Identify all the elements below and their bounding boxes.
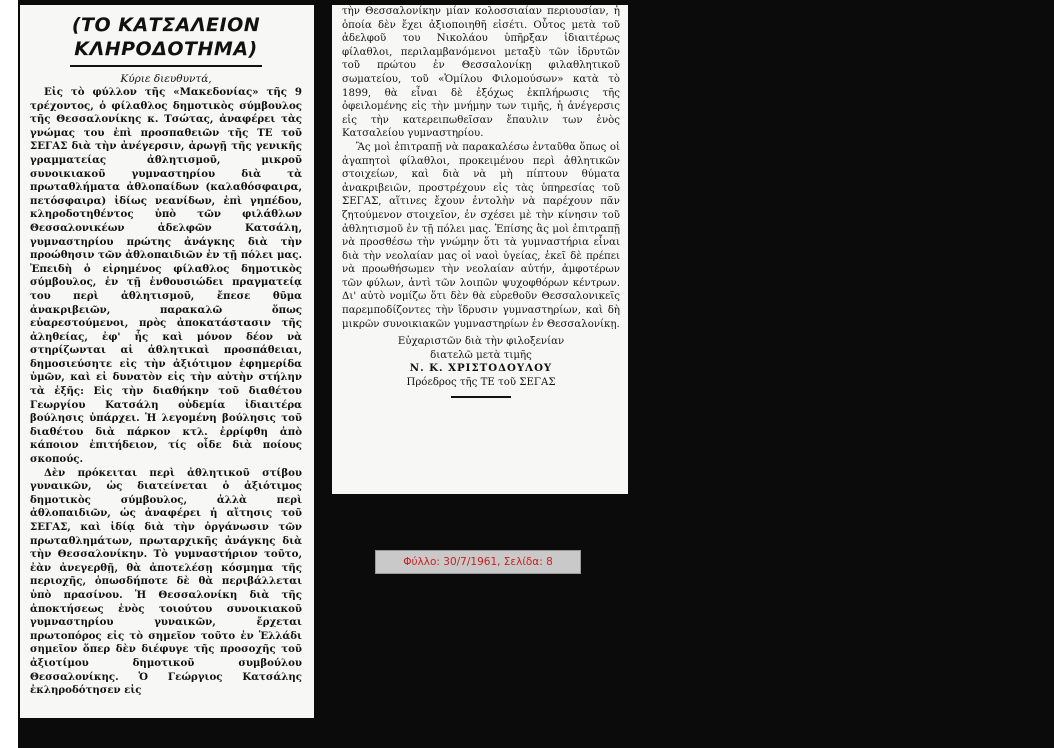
left-column-text [30,86,302,698]
closing-regards: διατελῶ μετὰ τιμῆς [430,349,532,361]
signature-name: Ν. Κ. ΧΡΙΣΤΟΔΟΥΛΟΥ [409,362,553,375]
letter-greeting: Κύριε διευθυντά, [120,73,212,85]
closing-thanks: Εὐχαριστῶν διὰ τὴν φιλοξενίαν [397,336,565,348]
headline-line-2: ΚΛΗΡΟΔΟΤΗΜΑ) [74,38,258,60]
paragraph: Εἰς τὸ φύλλον τῆς «Μακεδονίας» τῆς 9 τρέχοντος, ὁ φίλαθλος δημοτικὸς σύμβουλος τῆς Θεσσαλονίκης κ. Τσώτας, ἀναφέρει τὰς γνώμας του ἐπὶ προσπαθειῶν τῆς ΤΕ τοῦ ΣΕΓΑΣ διὰ τὴν ἀνέγερσιν, ἀρωγῇ τῆς γενικῆς γραμματείας ἀθλητισμοῦ, μικροῦ συνοικιακοῦ γυμναστηρίου διὰ τὰ πρωταθλήματα ἀθλοπαίδων (καλαθόσφαιρα, πετόσφαιρα) ἰδίως νεανίδων, ἐπὶ γηπέδου, κληροδοτηθέντος ὑπὸ τῶν φιλάθλων Θεσσαλονικέων ἀδελφῶν Κατσάλη, γυμναστηρίου πρώτης ἀνάγκης διὰ τὴν προώθησιν τῶν ἀθλοπαιδιῶν ἐν τῇ πόλει μας. Ἐπειδὴ ὁ εἰρημένος φίλαθλος δημοτικὸς σύμβουλος, ἐν τῇ ἐνθουσιώδει πραγματείᾳ του περὶ ἀθλητισμοῦ, ἔπεσε θῦμα ἀνακριβειῶν, παρακαλῶ ὅπως εὐαρεστούμενοι, πρὸς ἀποκατάστασιν τῆς ἀληθείας, ἐφ' ἧς καὶ μόνον δέον νὰ στηρίζωνται αἱ ἀθλητικαὶ προσπάθειαι, δημοσιεύσητε εἰς τὴν ἀξιότιμον ἐφημερίδα ὑμῶν, καὶ εἰ δυνατὸν εἰς τὴν αὐτὴν στήλην τὰ ἑξῆς: Εἰς τὴν διαθήκην τοῦ διαθέτου Γεωργίου Κατσάλη οὐδεμία ἰδιαιτέρα βούλησις ὑπάρχει. Ἡ λεγομένη βούλησις τοῦ διαθέτου διὰ πάρκον κτλ. ἐρρίφθη ἀπὸ κάποιον ἐπιτήδειον, τίς οἶδε διὰ ποίους σκοπούς. [30,86,302,466]
paragraph: Ἂς μοὶ ἐπιτραπῇ νὰ παρακαλέσω ἐνταῦθα ὅπως οἱ ἀγαπητοὶ φίλαθλοι, προκειμένου περὶ ἀθλητικῶν στοιχείων, καὶ διὰ νὰ μὴ πίπτουν θύματα ἀνακριβειῶν, προστρέχουν εἰς τὰς ὑπηρεσίας τοῦ ΣΕΓΑΣ, αἵτινες ἔχουν ἐντολὴν νὰ παρέχουν πᾶν ζητούμενον στοιχεῖον, ἐν σχέσει μὲ τὴν κίνησιν τοῦ ἀθλητισμοῦ ἐν τῇ πόλει μας. Ἐπίσης ἂς μοὶ ἐπιτραπῇ νὰ προσθέσω τὴν γνώμην ὅτι τὰ γυμναστήρια εἶναι διὰ τὴν νεολαίαν μας οἱ ναοὶ ὑγείας, ἐκεῖ δὲ πρέπει νὰ προωθήσωμεν τὴν νεολαίαν αὐτήν, ἀμφοτέρων τῶν φύλων, ἀντὶ τῶν λοιπῶν ψυχοφθόρων κέντρων. Δι' αὐτὸ νομίζω ὅτι δὲν θὰ εὑρεθοῦν Θεσσαλονικεῖς παρεμποδίζοντες τὴν ἵδρυσιν γυμναστηρίων, καὶ δὴ μικρῶν συνοικιακῶν γυμναστηρίων ἐν Θεσσαλονίκῃ. [342,141,620,330]
letter-closing [342,335,620,389]
issue-page-label: Φύλλο: 30/7/1961, Σελίδα: 8 [375,550,581,574]
paragraph: Δὲν πρόκειται περὶ ἀθλητικοῦ στίβου γυναικῶν, ὡς διατείνεται ὁ ἀξιότιμος δημοτικὸς σύμβουλος, ἀλλὰ περὶ ἀθλοπαιδιῶν, ὡς ἀναφέρει ἡ αἴτησις τοῦ ΣΕΓΑΣ, καὶ ἰδίᾳ διὰ τὴν ὀργάνωσιν τῶν πρωταθλημάτων, πρωταρχικῆς ἀνάγκης διὰ τὴν Θεσσαλονίκην. Τὸ γυμναστήριον τοῦτο, ἐὰν ἀνεγερθῇ, θὰ ἀποτελέσῃ κόσμημα τῆς περιοχῆς, ὁπωσδήποτε δὲ θὰ περιβάλλεται ὑπὸ πρασίνου. Ἡ Θεσσαλονίκη διὰ τῆς ἀποκτήσεως ἑνὸς τοιούτου συνοικιακοῦ γυμναστηρίου γυναικῶν, ἔρχεται πρωτοπόρος εἰς τὸ σημεῖον τοῦτο ἐν Ἑλλάδι σημεῖον ὅπερ δὲν διέφυγε τῆς προσοχῆς τοῦ ἀξιοτίμου δημοτικοῦ συμβούλου Θεσσαλονίκης. Ὁ Γεώργιος Κατσάλης ἐκληροδότησεν εἰς [30,466,302,697]
headline-line-1: (ΤΟ ΚΑΤΣΑΛΕΙΟΝ [71,14,261,36]
document-viewer [18,0,1054,748]
signature-title: Πρόεδρος τῆς ΤΕ τοῦ ΣΕΓΑΣ [406,377,556,389]
headline-rule [70,65,262,67]
article-headline [30,7,302,61]
end-rule [451,396,511,398]
right-column-text [342,5,620,331]
clipping-right-column [332,5,628,494]
paragraph: τὴν Θεσσαλονίκην μίαν κολοσσιαίαν περιουσίαν, ἡ ὁποία δὲν ἔχει ἀξιοποιηθῆ εἰσέτι. Οὗτος μετὰ τοῦ ἀδελφοῦ του Νικολάου ὑπῆρξαν ἰδιαιτέρως φίλαθλοι, περιλαμβανόμενοι μεταξὺ τῶν ἱδρυτῶν τοῦ πρώτου ἐν Θεσσαλονίκῃ φιλαθλητικοῦ σωματείου, τοῦ «Ὁμίλου Φιλομούσων» κατὰ τὸ 1899, θὰ εἶναι δὲ ἐξόχως ἐκπλήρωσις τῆς ὀφειλομένης εἰς τὴν μνήμην των τιμῆς, ἡ ἀνέγερσις εἰς τὴν κατερειπωθεῖσαν ἔπαυλιν των ἑνὸς Κατσαλείου γυμναστηρίου. [342,6,620,140]
clipping-left-column [20,5,314,718]
